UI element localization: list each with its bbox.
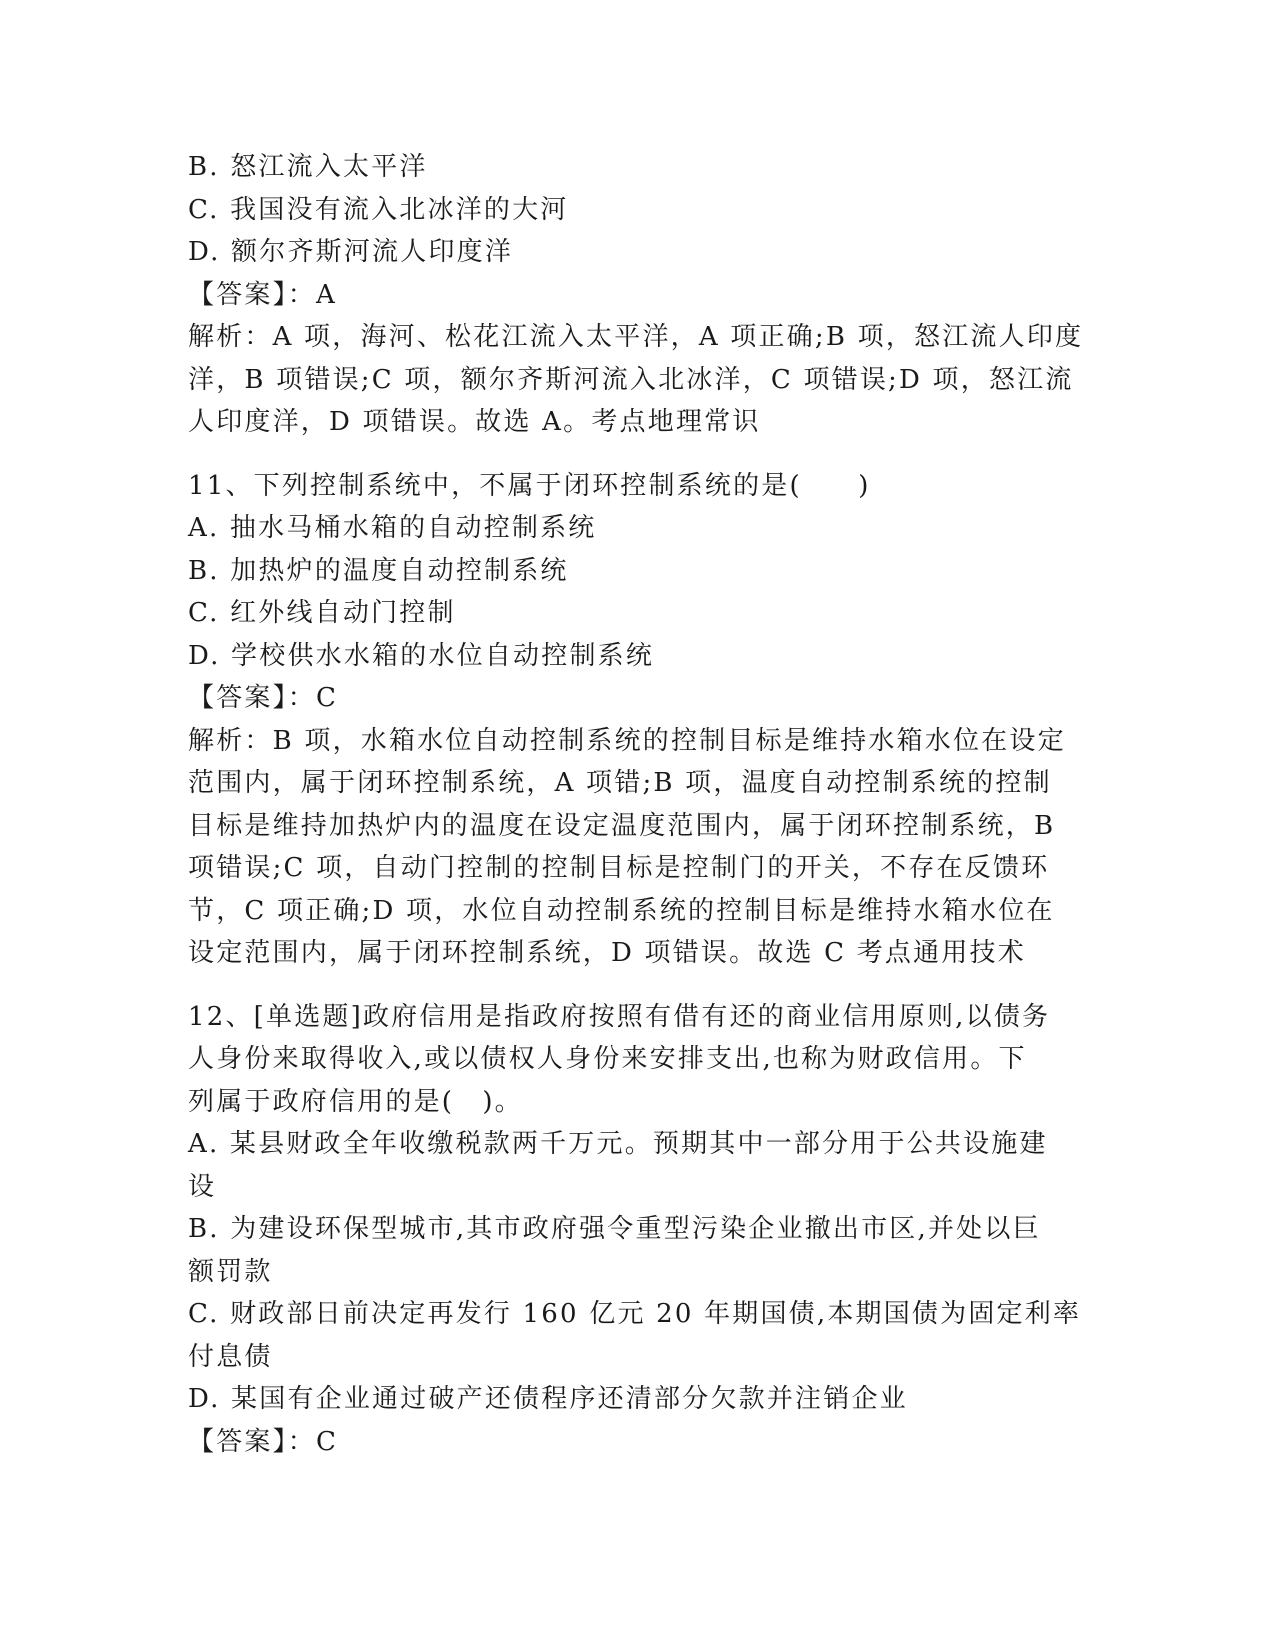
q12-question-line: 人身份来取得收入,或以债权人身份来安排支出,也称为财政信用。下 [188,1044,1027,1074]
q12-option-a-line: 设 [188,1171,217,1202]
q12-question-line: 12、[单选题]政府信用是指政府按照有借有还的商业信用原则,以债务 [188,1001,1051,1032]
q12-answer: 【答案】：C [188,1426,339,1457]
q10-option-b: B. 怒江流入太平洋 [188,152,428,182]
q10-option-c: C. 我国没有流入北冰洋的大河 [188,194,569,225]
q10-analysis-line: 解析：A 项，海河、松花江流入太平洋，A 项正确;B 项，怒江流人印度 [188,322,1084,352]
question-11-block [188,465,1088,975]
q11-option-b: B. 加热炉的温度自动控制系统 [188,555,569,586]
q10-analysis-line: 人印度洋，D 项错误。故选 A。考点地理常识 [188,407,761,437]
question-12-block [188,996,1088,1464]
block-spacer [188,444,1088,465]
q10-option-d: D. 额尔齐斯河流人印度洋 [188,237,514,267]
q12-option-a-line: A. 某县财政全年收缴税款两千万元。预期其中一部分用于公共设施建 [188,1129,1048,1159]
q12-option-b-line: B. 为建设环保型城市,其市政府强令重型污染企业撤出市区,并处以巨 [188,1214,1041,1244]
q11-analysis-line: 项错误;C 项，自动门控制的控制目标是控制门的开关，不存在反馈环 [188,853,1050,883]
q11-analysis-line: 节，C 项正确;D 项，水位自动控制系统的控制目标是维持水箱水位在 [188,895,1055,926]
q12-question-line: 列属于政府信用的是( )。 [188,1086,523,1117]
q11-analysis-line: 解析：B 项，水箱水位自动控制系统的控制目标是维持水箱水位在设定 [188,725,1066,756]
q12-option-c-line: 付息债 [188,1341,273,1372]
question-10-block [188,146,1088,444]
q11-analysis-line: 设定范围内，属于闭环控制系统，D 项错误。故选 C 考点通用技术 [188,938,1026,968]
q11-question: 11、下列控制系统中，不属于闭环控制系统的是( ) [188,470,871,501]
q11-answer: 【答案】：C [188,683,339,713]
q11-option-d: D. 学校供水水箱的水位自动控制系统 [188,640,655,671]
q11-option-c: C. 红外线自动门控制 [188,598,456,628]
q11-analysis-line: 目标是维持加热炉内的温度在设定温度范围内，属于闭环控制系统，B [188,810,1056,841]
q12-option-c-line: C. 财政部日前决定再发行 160 亿元 20 年期国债,本期国债为固定利率 [188,1299,1082,1329]
q10-analysis-line: 洋，B 项错误;C 项，额尔齐斯河流入北冰洋，C 项错误;D 项，怒江流 [188,364,1074,395]
q11-analysis-line: 范围内，属于闭环控制系统，A 项错;B 项，温度自动控制系统的控制 [188,768,1052,798]
q12-option-b-line: 额罚款 [188,1256,273,1287]
document-page [188,146,1088,1463]
block-spacer [188,975,1088,996]
q11-option-a: A. 抽水马桶水箱的自动控制系统 [188,513,597,543]
q12-option-d: D. 某国有企业通过破产还债程序还清部分欠款并注销企业 [188,1384,908,1414]
q10-answer: 【答案】：A [188,279,337,310]
